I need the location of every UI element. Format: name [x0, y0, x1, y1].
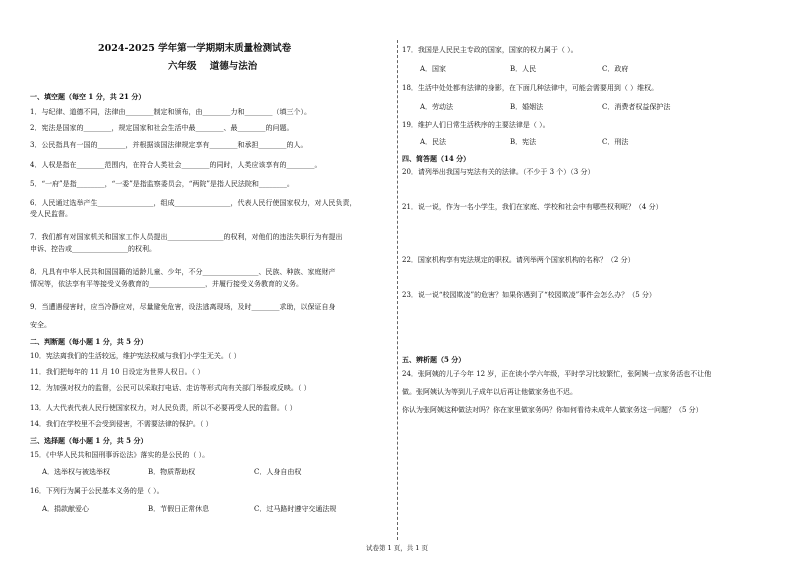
option-a: A．选举权与被选举权: [42, 468, 111, 476]
question-line: 5．“一府”是指________，“一委”是指监察委员会，“两院”是指人民法院和________。: [30, 180, 294, 188]
question-line: 12．为加强对权力的监督，公民可以采取打电话、走访等形式向有关部门举报或反映。（ ）: [30, 384, 311, 392]
question-line: 24．张阿姨的儿子今年 12 岁，正在读小学六年级，平时学习比较繁忙，张阿姨一点家务活也不让他: [402, 370, 712, 378]
question-line: 安全。: [30, 321, 51, 329]
question-line: 3．公民指具有一国的________，并根据该国法律规定享有________和承担________的人。: [30, 141, 308, 149]
question-line: 申诉、控告或________________的权利。: [30, 245, 156, 253]
question-line: 10．宪法离我们的生活较远，维护宪法权威与我们小学生无关。（ ）: [30, 352, 241, 360]
section-heading: 五、辨析题（5 分）: [402, 355, 466, 364]
grade-label: 六年级: [168, 61, 197, 72]
option-b: B．物质帮助权: [148, 468, 196, 476]
question-line: 22．国家机构享有宪法规定的职权。请列举两个国家机构的名称？（2 分）: [402, 256, 635, 264]
question-line: 17．我国是人民民主专政的国家，国家的权力属于（ ）。: [402, 46, 578, 54]
option-b: B．宪法: [510, 138, 537, 146]
question-line: 18．生活中处处都有法律的身影，在下面几种法律中，可能会需要用到（ ）维权。: [402, 84, 659, 92]
question-line: 11．我们把每年的 11 月 10 日设定为世界人权日。（ ）: [30, 368, 205, 376]
question-line: 4．人权是指在________范围内，在符合人类社会________的同时，人类应该享有的________。: [30, 161, 322, 169]
section-heading: 一、填空题（每空 1 分，共 21 分）: [30, 92, 146, 101]
option-c: C．消费者权益保护法: [602, 103, 671, 111]
question-line: 13．人大代表代表人民行使国家权力，对人民负责，所以不必要再受人民的监督。（ ）: [30, 404, 297, 412]
option-b: B．婚姻法: [510, 103, 544, 111]
question-line: 情况等，依法享有平等接受义务教育的________________，并履行接受义务教育的义务。: [30, 280, 303, 288]
column-divider: [397, 40, 398, 540]
question-line: 6．人民通过选举产生________________，组成________________，代表人民行使国家权力，对人民负责，: [30, 199, 357, 207]
question-line: 受人民监督。: [30, 210, 72, 218]
question-line: 21．说一说，作为一名小学生，我们在家庭、学校和社会中有哪些权利呢？（4 分）: [402, 203, 663, 211]
option-c: C．刑法: [602, 138, 629, 146]
subject-label: 道德与法治: [209, 61, 258, 72]
page-footer: 试卷第 1 页，共 1 页: [365, 544, 429, 552]
question-line: 8．凡具有中华人民共和国国籍的适龄儿童、少年，不分________________、民族、种族、家庭财产: [30, 268, 336, 276]
question-line: 19．维护人们日常生活秩序的主要法律是（ ）。: [402, 121, 550, 129]
option-a: A．劳动法: [420, 103, 454, 111]
question-line: 你认为张阿姨这种做法对吗？你在家里做家务吗？你如何看待未成年人做家务这一问题？（5 分）: [402, 406, 703, 414]
question-line: 14．我们在学校里不会受到侵害，不需要法律的保护。（ ）: [30, 420, 213, 428]
option-c: C．政府: [602, 65, 629, 73]
option-a: A．国家: [420, 65, 447, 73]
section-heading: 二、判断题（每小题 1 分，共 5 分）: [30, 337, 148, 346]
option-b: B．人民: [510, 65, 537, 73]
question-line: 1．与纪律、道德不同，法律由________制定和颁布，由________力和________（填三个）。: [30, 108, 311, 116]
section-heading: 四、简答题（14 分）: [402, 154, 471, 163]
question-line: 2．宪法是国家的________，规定国家和社会生活中最________、最________的问题。: [30, 124, 294, 132]
section-heading: 三、选择题（每小题 1 分，共 5 分）: [30, 436, 148, 445]
question-line: 20．请列举出我国与宪法有关的法律。（不少于 3 个）（3 分）: [402, 168, 595, 176]
question-line: 16．下列行为属于公民基本义务的是（ ）。: [30, 487, 164, 495]
exam-subtitle: [168, 61, 257, 73]
question-line: 23．说一说“校园欺凌”的危害？如果你遇到了“校园欺凌”事件会怎么办？（5 分）: [402, 291, 656, 299]
question-line: 15．《中华人民共和国刑事诉讼法》落实的是公民的（ ）。: [30, 451, 210, 459]
question-line: 做。张阿姨认为等到儿子成年以后再让他做家务也不迟。: [402, 388, 577, 396]
exam-title: 2024-2025 学年第一学期期末质量检测试卷: [98, 43, 292, 54]
option-c: C．过马路时遵守交通法规: [254, 505, 337, 513]
question-line: 7．我们都有对国家机关和国家工作人员提出________________的权利，对他们的违法失职行为有提出: [30, 233, 343, 241]
option-b: B．节假日正常休息: [148, 505, 210, 513]
option-a: A．捐款献爱心: [42, 505, 90, 513]
option-a: A．民法: [420, 138, 447, 146]
question-line: 9．当遭遇侵害时，应当冷静应对，尽量避免危害，设法逃离现场，及时________求助，以保证自身: [30, 303, 336, 311]
option-c: C．人身自由权: [254, 468, 302, 476]
